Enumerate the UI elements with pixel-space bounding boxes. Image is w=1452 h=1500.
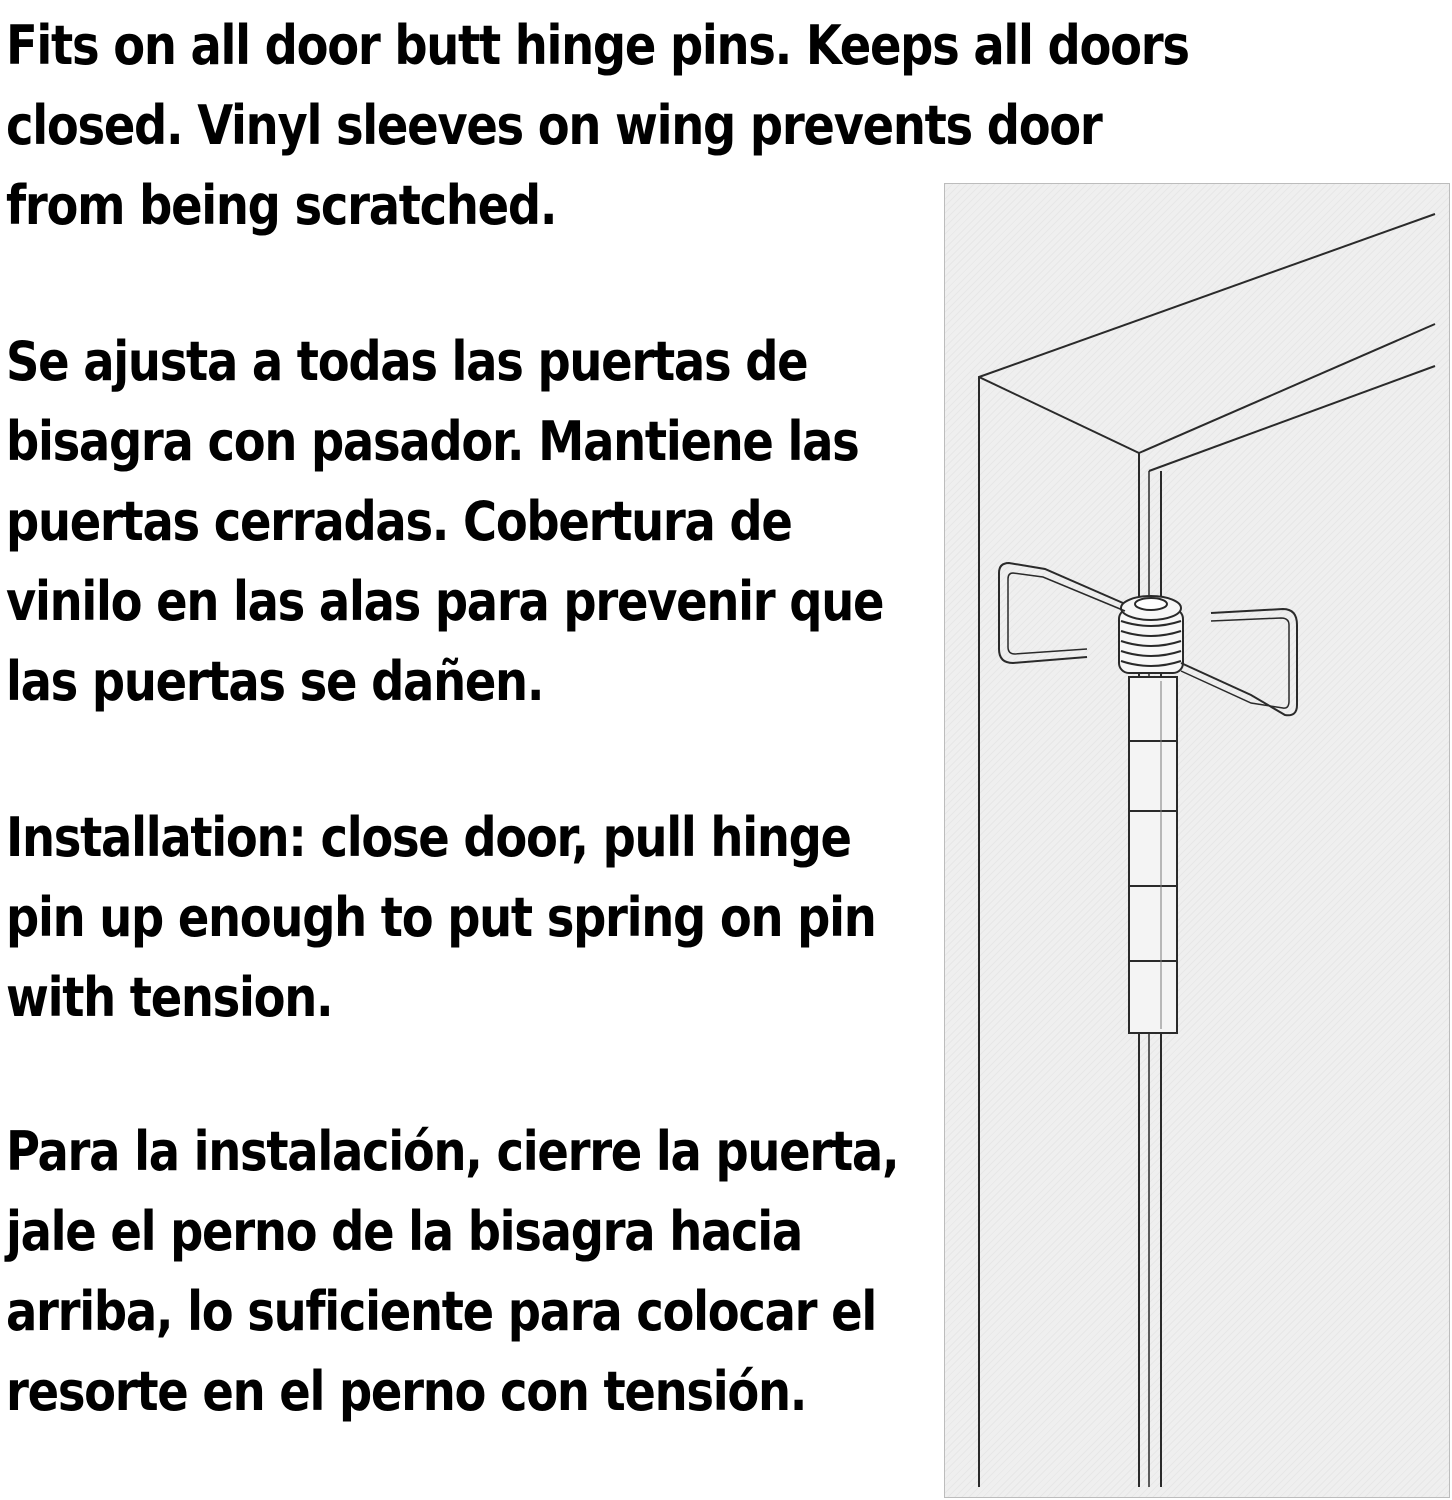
right-spring-wing	[1181, 609, 1297, 715]
door-top-edge	[1149, 366, 1435, 471]
door-hinge-spring-icon	[945, 184, 1449, 1497]
door-frame-top-inner-edge	[1139, 324, 1435, 453]
door-hinge-spring-illustration	[944, 183, 1450, 1498]
left-spring-wing	[999, 563, 1125, 663]
spring-coil	[1119, 596, 1183, 673]
spanish-description: Se ajusta a todas las puertas de bisagra con pasador. Mantiene las puertas cerradas. Cobertura de vinilo en las alas para prevenir que las puertas se dañen.	[6, 330, 884, 713]
hinge-barrel	[1129, 677, 1177, 1033]
english-installation-instructions: Installation: close door, pull hinge pin up enough to put spring on pin with tension.	[6, 806, 876, 1029]
spanish-installation-instructions: Para la instalación, cierre la puerta, jale el perno de la bisagra hacia arriba, lo suficiente para colocar el resorte en el perno con tensión.	[6, 1120, 899, 1423]
english-description: Fits on all door butt hinge pins. Keeps all doors closed. Vinyl sleeves on wing prevents door from being scratched.	[6, 14, 1189, 237]
door-frame-mitre	[979, 377, 1139, 453]
door-frame-outer-edge	[979, 214, 1435, 1487]
